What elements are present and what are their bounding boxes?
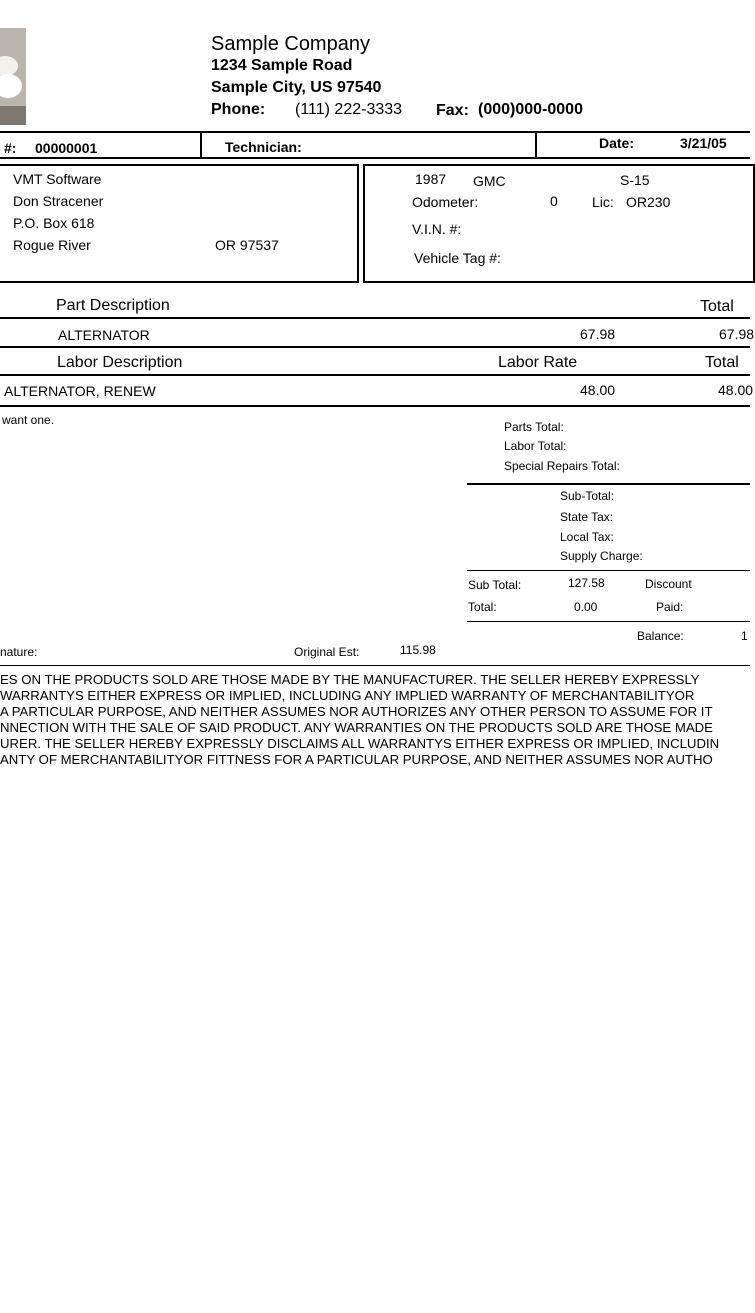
company-address: 1234 Sample Road bbox=[211, 57, 353, 74]
original-est-value: 115.98 bbox=[400, 643, 436, 657]
customer-line3: P.O. Box 618 bbox=[13, 215, 95, 231]
invoice-number: 00000001 bbox=[35, 140, 98, 156]
labor-rate-header: Labor Rate bbox=[498, 354, 578, 371]
vehicle-tag-label: Vehicle Tag #: bbox=[414, 250, 501, 266]
state-tax-label: State Tax: bbox=[560, 510, 614, 524]
labor-row-desc: ALTERNATOR, RENEW bbox=[4, 383, 156, 399]
signature-line bbox=[0, 665, 750, 666]
labor-description-header: Labor Description bbox=[57, 354, 183, 371]
vehicle-make: GMC bbox=[473, 173, 506, 189]
labor-total-label: Labor Total: bbox=[504, 439, 567, 453]
labor-row-rate: 48.00 bbox=[580, 382, 616, 398]
discount-label: Discount bbox=[645, 577, 692, 591]
customer-line2: Don Stracener bbox=[13, 193, 104, 209]
company-fax: (000)000-0000 bbox=[478, 101, 583, 118]
company-fax-label: Fax: bbox=[436, 102, 469, 119]
signature-label: nature: bbox=[0, 645, 38, 659]
header-row-top-line bbox=[0, 131, 750, 133]
lic-label: Lic: bbox=[592, 194, 614, 210]
note-text: want one. bbox=[2, 413, 55, 427]
technician-label: Technician: bbox=[225, 139, 302, 155]
customer-city: Rogue River bbox=[13, 237, 91, 253]
company-logo bbox=[0, 28, 26, 125]
totals-divider-1 bbox=[467, 483, 750, 485]
parts-header-line bbox=[0, 317, 750, 319]
odometer-label: Odometer: bbox=[412, 194, 479, 210]
disclaimer-line-6: ANTY OF MERCHANTABILITYOR FITTNESS FOR A PARTICULAR PURPOSE, AND NEITHER ASSUMES NOR AUTHO bbox=[0, 752, 713, 767]
total-label: Total: bbox=[468, 600, 497, 614]
company-city: Sample City, US 97540 bbox=[211, 79, 382, 96]
company-phone: (111) 222-3333 bbox=[295, 101, 403, 118]
labor-header-line bbox=[0, 374, 750, 376]
parts-total-label: Parts Total: bbox=[504, 420, 564, 434]
disclaimer-line-1: ES ON THE PRODUCTS SOLD ARE THOSE MADE BY THE MANUFACTURER. THE SELLER HEREBY EXPRESSLY bbox=[0, 672, 700, 687]
company-phone-label: Phone: bbox=[211, 101, 266, 118]
balance-label: Balance: bbox=[637, 629, 684, 643]
header-row-bottom-line bbox=[0, 157, 750, 159]
parts-bottom-line bbox=[0, 346, 750, 348]
disclaimer-line-5: URER. THE SELLER HEREBY EXPRESSLY DISCLAIMS ALL WARRANTYS EITHER EXPRESS OR IMPLIED, INCLUDIN bbox=[0, 736, 720, 751]
totals-divider-2 bbox=[467, 570, 750, 571]
local-tax-label: Local Tax: bbox=[560, 530, 614, 544]
disclaimer-line-3: A PARTICULAR PURPOSE, AND NEITHER ASSUMES NOR AUTHORIZES ANY OTHER PERSON TO ASSUME FOR IT bbox=[0, 704, 713, 719]
sub-total-label: Sub Total: bbox=[468, 578, 522, 592]
special-repairs-total-label: Special Repairs Total: bbox=[504, 459, 620, 473]
sub-total-label-top: Sub-Total: bbox=[560, 489, 615, 503]
labor-total-header: Total bbox=[705, 354, 739, 371]
disclaimer-line-4: NNECTION WITH THE SALE OF SAID PRODUCT. ANY WARRANTIES ON THE PRODUCTS SOLD ARE THOSE MADE bbox=[0, 720, 713, 735]
invoice-number-label: #: bbox=[4, 140, 17, 156]
part-total-header: Total bbox=[700, 298, 734, 315]
odometer-value: 0 bbox=[550, 193, 558, 209]
customer-state-zip: OR 97537 bbox=[215, 237, 279, 253]
vin-label: V.I.N. #: bbox=[412, 221, 462, 237]
part-row-price: 67.98 bbox=[580, 326, 616, 342]
balance-value: 1 bbox=[741, 629, 748, 643]
original-est-label: Original Est: bbox=[294, 645, 360, 659]
lic-value: OR230 bbox=[626, 194, 671, 210]
date-value: 3/21/05 bbox=[680, 135, 727, 151]
supply-charge-label: Supply Charge: bbox=[560, 549, 643, 563]
total-value: 0.00 bbox=[574, 600, 598, 614]
part-row-desc: ALTERNATOR bbox=[58, 327, 150, 343]
part-description-header: Part Description bbox=[56, 297, 170, 314]
paid-label: Paid: bbox=[656, 600, 684, 614]
labor-row-total: 48.00 bbox=[718, 382, 754, 398]
header-divider-1 bbox=[200, 131, 202, 159]
disclaimer-line-2: WARRANTYS EITHER EXPRESS OR IMPLIED, INCLUDING ANY IMPLIED WARRANTY OF MERCHANTABILITYOR bbox=[0, 688, 695, 703]
vehicle-year: 1987 bbox=[415, 171, 447, 187]
vehicle-model: S-15 bbox=[620, 172, 650, 188]
sub-total-value: 127.58 bbox=[568, 576, 605, 590]
totals-divider-3 bbox=[467, 621, 750, 622]
header-divider-2 bbox=[535, 131, 537, 159]
customer-line1: VMT Software bbox=[13, 171, 102, 187]
date-label: Date: bbox=[599, 135, 635, 151]
part-row-total: 67.98 bbox=[719, 326, 755, 342]
labor-bottom-line bbox=[0, 405, 750, 407]
company-name: Sample Company bbox=[211, 33, 370, 55]
